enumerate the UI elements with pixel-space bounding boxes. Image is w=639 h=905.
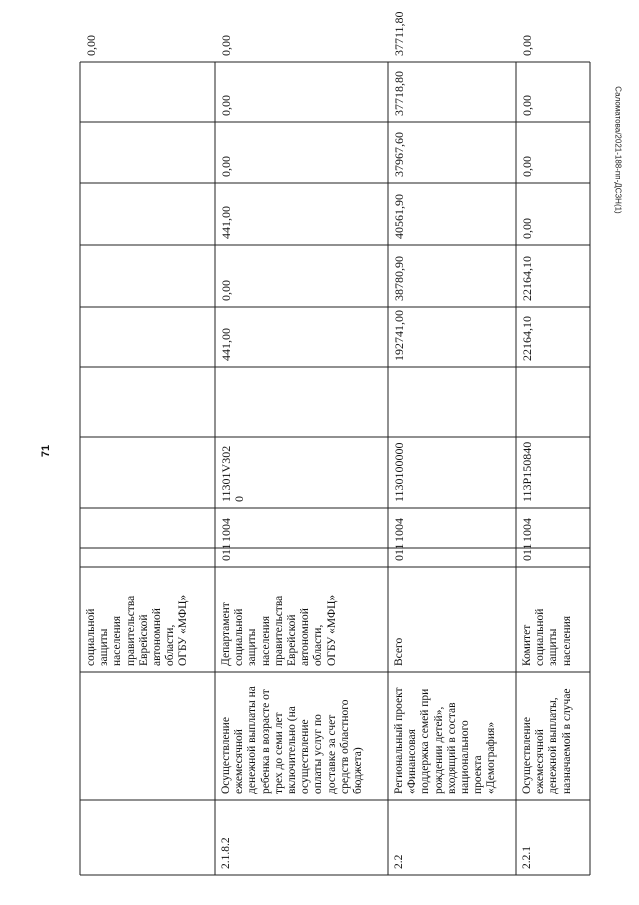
cell-v4: 0,00 [520,156,534,177]
cell-exec: Комитет социальной защиты населения [521,608,573,666]
cell-exec: социальной защиты населения правительства Еврейской автономной области, ОГБУ «МФЦ» [85,594,190,666]
cell-rz: 1004 [520,518,534,542]
cell-csr: 11301V302 0 [219,445,247,502]
footer-text: Саломатова/2021-188-пп-ДСЗН(1) [613,86,623,214]
cell-v2: 22164,10 [520,256,534,301]
cell-v3: 40561,90 [392,194,406,239]
cell-v4: 37967,60 [392,132,406,177]
cell-grbs: 011 [392,543,406,561]
cell-grbs: 011 [520,543,534,561]
cell-csr: 113P150840 [520,441,534,502]
cell-v1: 22164,10 [520,316,534,361]
cell-grbs: 011 [219,543,233,561]
cell-csr: 1130100000 [392,442,406,502]
cell-v2: 38780,90 [392,256,406,301]
cell-id: 2.2 [393,854,405,869]
cell-id: 2.1.8.2 [220,837,232,869]
cell-v5: 37718,80 [392,71,406,116]
page-number: 71 [40,444,52,458]
cell-v5: 0,00 [520,95,534,116]
cell-name: Региональный проект «Финансовая поддержка семей при рождении детей», входящий в состав национального проекта «Демография» [393,687,498,794]
cell-v6: 0,00 [520,35,534,56]
cell-v3: 441,00 [219,206,233,239]
cell-v3: 0,00 [520,218,534,239]
cell-exec: Всего [393,637,405,666]
cell-name: Осуществление ежемесячной денежной выплаты на ребенка в возрасте от трех до семи лет включительно (на осуществление оплаты услуг по доставке за счет средств областного бюджета) [220,686,365,794]
cell-exec: Департамент социальной защиты населения правительства Еврейской автономной области, ОГБУ «МФЦ» [220,594,338,666]
cell-v6: 37711,80 [392,11,406,56]
cell-v6: 0,00 [219,35,233,56]
cell-name: Осуществление ежемесячной денежной выплаты, назначаемой в случае [521,688,573,794]
cell-v4: 0,00 [219,156,233,177]
cell-v2: 0,00 [219,280,233,301]
cell-rz: 1004 [219,518,233,542]
cell-v1: 441,00 [219,328,233,361]
cell-v5: 0,00 [219,95,233,116]
cell-rz: 1004 [392,518,406,542]
cell-id: 2.2.1 [521,846,533,869]
cell-v6: 0,00 [84,35,98,56]
cell-v1: 192741,00 [392,310,406,361]
